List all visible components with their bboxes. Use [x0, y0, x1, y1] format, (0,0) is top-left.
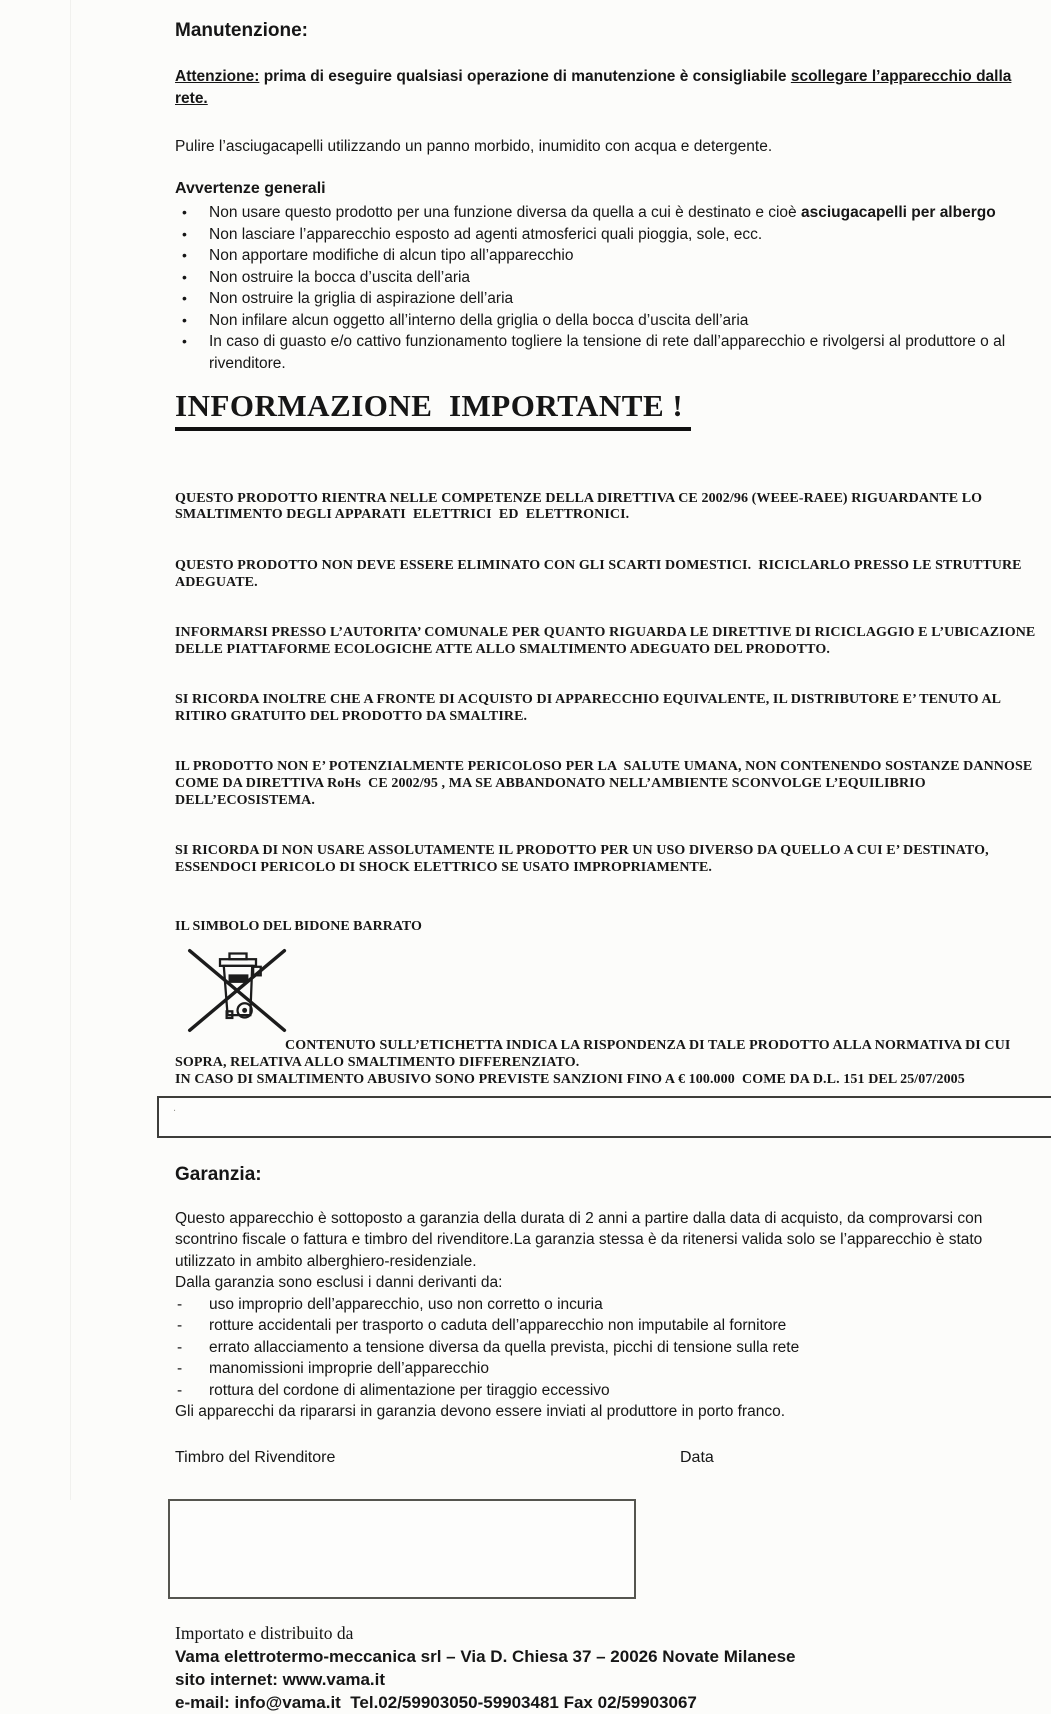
- important-info-paragraphs: [175, 457, 1041, 911]
- company-address-line: Vama elettrotermo-meccanica srl – Via D. Chiesa 37 – 20026 Novate Milanese: [175, 1646, 796, 1666]
- imported-by-line: Importato e distribuito da: [175, 1622, 354, 1643]
- dash-icon: -: [177, 1317, 183, 1335]
- dash-icon: -: [177, 1295, 183, 1313]
- info-paragraph: IL PRODOTTO NON E’ POTENZIALMENTE PERICOLOSO PER LA SALUTE UMANA, NON CONTENENDO SOSTANZE DANNOSE COME DA DIRETTIVA RoHs CE 2002/95 , MA SE ABBANDONATO NELL’AMBIENTE SCONVOLGE L’EQUILIBRIO DELL’ECOSISTEMA.: [175, 759, 1036, 808]
- warning-text: In caso di guasto e/o cattivo funzionamento togliere la tensione di rete dall’apparecchio e rivolgersi al produttore o al rivenditore.: [209, 333, 1006, 372]
- crossed-bin-symbol-label: IL SIMBOLO DEL BIDONE BARRATO: [175, 918, 422, 934]
- warnings-title: Avvertenze generali: [175, 180, 326, 197]
- dash-icon: -: [177, 1338, 183, 1356]
- info-paragraph: QUESTO PRODOTTO NON DEVE ESSERE ELIMINATO CON GLI SCARTI DOMESTICI. RICICLARLO PRESSO LE STRUTTURE ADEGUATE.: [175, 557, 1025, 590]
- dash-icon: -: [177, 1360, 183, 1378]
- exclusion-text: errato allacciamento a tensione diversa da quella prevista, picchi di tensione sulla rete: [209, 1338, 800, 1356]
- important-info-title: INFORMAZIONE IMPORTANTE !: [175, 388, 691, 431]
- stamp-and-date-row: [175, 1449, 1041, 1467]
- bullet-icon: •: [182, 268, 187, 285]
- date-label: Data: [680, 1448, 714, 1466]
- bullet-icon: •: [182, 247, 187, 263]
- maintenance-title: Manutenzione:: [175, 20, 308, 41]
- bullet-icon: •: [182, 204, 187, 220]
- attention-underlined-tail: scollegare l’apparecchio dalla rete.: [175, 68, 1012, 107]
- bullet-icon: •: [182, 333, 187, 349]
- stray-dot-mark: .: [173, 1101, 177, 1114]
- warranty-title: Garanzia:: [175, 1163, 262, 1185]
- contact-line: e-mail: info@vama.it Tel.02/59903050-59903481 Fax 02/59903067: [175, 1692, 697, 1712]
- list-item: [175, 1294, 1041, 1316]
- warning-text: Non lasciare l’apparecchio esposto ad agenti atmosferici quali pioggia, sole, ecc.: [209, 225, 763, 243]
- warranty-intro-text: Questo apparecchio è sottoposto a garanzia della durata di 2 anni a partire dalla data di acquisto, da comprovarsi con scontrino fiscale o fattura e timbro del rivenditore.La garanzia stessa è da ritenersi valida solo se l’apparecchio è stato utilizzato in ambito alberghiero-residenziale.: [175, 1209, 983, 1270]
- weee-crossed-bin-icon: [183, 945, 293, 1035]
- exclusion-text: rottura del cordone di alimentazione per tiraggio eccessivo: [209, 1381, 610, 1399]
- attention-label: Attenzione:: [175, 68, 260, 85]
- bullet-icon: •: [182, 225, 187, 242]
- info-paragraph: INFORMARSI PRESSO L’AUTORITA’ COMUNALE PER QUANTO RIGUARDA LE DIRETTIVE DI RICICLAGGIO E L’UBICAZIONE DELLE PIATTAFORME ECOLOGICHE ATTE ALLO SMALTIMENTO ADEGUATO DEL PRODOTTO.: [175, 624, 1039, 657]
- info-paragraph: SI RICORDA DI NON USARE ASSOLUTAMENTE IL PRODOTTO PER UN USO DIVERSO DA QUELLO A CUI E’ DESTINATO, ESSENDOCI PERICOLO DI SHOCK ELETTRICO SE USATO IMPROPRIAMENTE.: [175, 843, 993, 876]
- warning-text: Non infilare alcun oggetto all’interno della griglia o della bocca d’uscita dell’aria: [209, 311, 749, 329]
- warranty-intro: [175, 1208, 1041, 1294]
- bullet-icon: •: [182, 311, 187, 328]
- bullet-icon: •: [182, 290, 187, 306]
- attention-paragraph: [175, 66, 1041, 110]
- exclusion-text: manomissioni improprie dell’apparecchio: [209, 1360, 489, 1378]
- warranty-exclusions-list: [175, 1294, 1041, 1402]
- list-item: [175, 1337, 1041, 1359]
- distributor-footer: [175, 1621, 1041, 1714]
- list-item: [175, 310, 1041, 332]
- dash-icon: -: [177, 1381, 183, 1399]
- list-item: [175, 224, 1041, 246]
- exclusion-text: rotture accidentali per trasporto o caduta dell’apparecchio non imputabile al fornitore: [209, 1317, 787, 1335]
- warning-text: Non ostruire la griglia di aspirazione dell’aria: [209, 290, 514, 307]
- list-item: [175, 245, 1041, 267]
- warning-text: Non apportare modifiche di alcun tipo all’apparecchio: [209, 247, 574, 264]
- cleaning-note: Pulire l’asciugacapelli utilizzando un panno morbido, inumidito con acqua e detergente.: [175, 138, 773, 155]
- warning-bold-text: asciugacapelli per albergo: [800, 204, 996, 221]
- list-item: [175, 288, 1041, 310]
- warning-text: Non ostruire la bocca d’uscita dell’aria: [209, 268, 471, 286]
- website-line: sito internet: www.vama.it: [175, 1669, 386, 1689]
- list-item: [175, 202, 1041, 224]
- empty-scan-box: [157, 1096, 1051, 1138]
- list-item: [175, 1380, 1041, 1402]
- warranty-exclusions-lead: Dalla garanzia sono esclusi i danni derivanti da:: [175, 1274, 503, 1292]
- warning-text: Non usare questo prodotto per una funzione diversa da quella a cui è destinato e cioè: [209, 204, 801, 221]
- warranty-outro: Gli apparecchi da ripararsi in garanzia devono essere inviati al produttore in porto franco.: [175, 1403, 786, 1421]
- info-paragraph: QUESTO PRODOTTO RIENTRA NELLE COMPETENZE DELLA DIRETTIVA CE 2002/96 (WEEE-RAEE) RIGUARDANTE LO SMALTIMENTO DEGLI APPARATI ELETTRICI ED ELETTRONICI.: [175, 490, 986, 523]
- list-item: [175, 1315, 1041, 1337]
- exclusion-text: uso improprio dell’apparecchio, uso non corretto o incuria: [209, 1295, 603, 1313]
- attention-text: prima di eseguire qualsiasi operazione di manutenzione è consigliabile: [259, 68, 791, 85]
- label-compliance-note: CONTENUTO SULL’ETICHETTA INDICA LA RISPONDENZA DI TALE PRODOTTO ALLA NORMATIVA DI CUI SOPRA, RELATIVA ALLO SMALTIMENTO DIFFERENZIATO.: [175, 1037, 1011, 1070]
- list-item: [175, 331, 1041, 374]
- warnings-list: [175, 202, 1041, 374]
- list-item: [175, 1358, 1041, 1380]
- info-paragraph: SI RICORDA INOLTRE CHE A FRONTE DI ACQUISTO DI APPARECCHIO EQUIVALENTE, IL DISTRIBUTORE E’ TENUTO AL RITIRO GRATUITO DEL PRODOTTO DA SMALTIRE.: [175, 692, 1004, 724]
- sanction-note: IN CASO DI SMALTIMENTO ABUSIVO SONO PREVISTE SANZIONI FINO A € 100.000 COME DA D.L. 151 DEL 25/07/2005: [175, 1071, 965, 1087]
- dealer-stamp-label: Timbro del Rivenditore: [175, 1448, 336, 1466]
- dealer-stamp-box: [168, 1499, 636, 1599]
- list-item: [175, 267, 1041, 289]
